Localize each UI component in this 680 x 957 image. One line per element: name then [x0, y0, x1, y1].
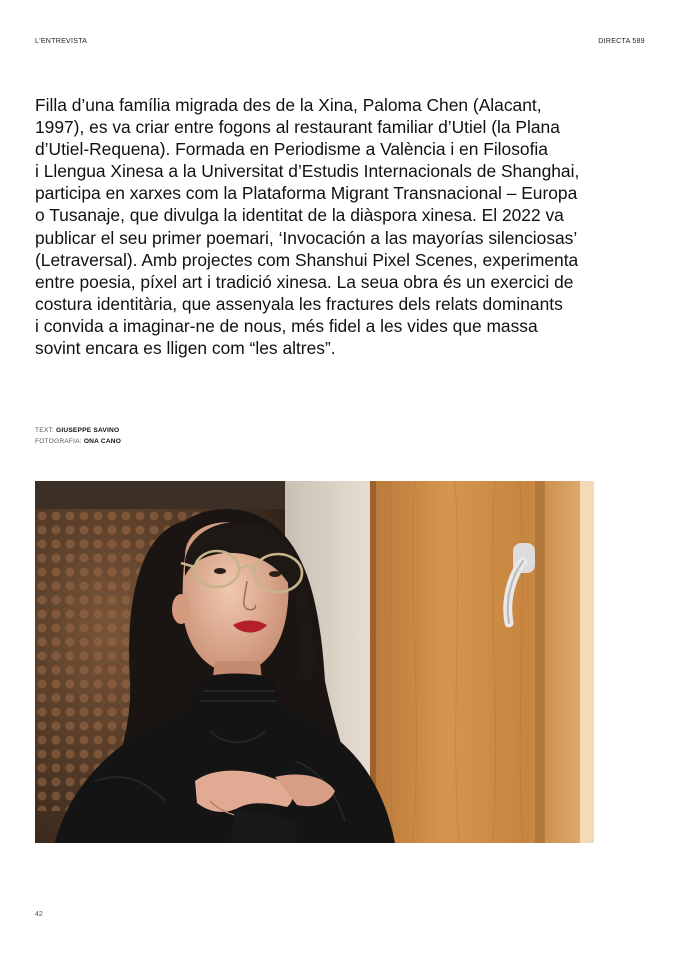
lead-paragraph — [35, 94, 595, 359]
text-credit-author: GIUSEPPE SAVINO — [56, 427, 120, 434]
photo-credit — [35, 436, 121, 447]
lead-line: sovint encara es lligen com “les altres”. — [35, 338, 336, 359]
lead-line: publicar el seu primer poemari, ‘Invocación a las mayorías silenciosas’ — [35, 227, 578, 248]
lead-line: participa en xarxes com la Plataforma Migrant Transnacional – Europa — [35, 183, 578, 204]
lead-line: 1997), es va criar entre fogons al restaurant familiar d’Utiel (la Plana — [35, 117, 560, 138]
text-credit — [35, 425, 121, 436]
lead-line: Filla d’una família migrada des de la Xina, Paloma Chen (Alacant, — [35, 95, 542, 115]
lead-line: i Llengua Xinesa a la Universitat d’Estudis Internacionals de Shanghai, — [35, 161, 580, 182]
lead-line: (Letraversal). Amb projectes com Shanshui Pixel Scenes, experimenta — [35, 249, 579, 270]
lead-line: d’Utiel-Requena). Formada en Periodisme a València i en Filosofia — [35, 139, 548, 160]
portrait-photo — [35, 481, 594, 843]
section-title: L'ENTREVISTA — [35, 38, 88, 45]
lead-line: o Tusanaje, que divulga la identitat de la diàspora xinesa. El 2022 va — [35, 205, 564, 226]
photo-credit-author: ONA CANO — [83, 438, 122, 445]
lead-line: i convida a imaginar-ne de nous, més fidel a les vides que massa — [35, 315, 538, 336]
lead-line: entre poesia, píxel art i tradició xinesa. La seua obra és un exercici de — [35, 271, 574, 292]
photo-credit-label: FOTOGRAFIA: — [35, 438, 82, 445]
lead-line: costura identitària, que assenyala les fractures dels relats dominants — [35, 293, 563, 314]
magazine-issue: DIRECTA 589 — [598, 38, 645, 45]
credits — [35, 425, 121, 447]
text-credit-label: TEXT: — [35, 427, 54, 434]
page-number: 42 — [35, 911, 43, 918]
